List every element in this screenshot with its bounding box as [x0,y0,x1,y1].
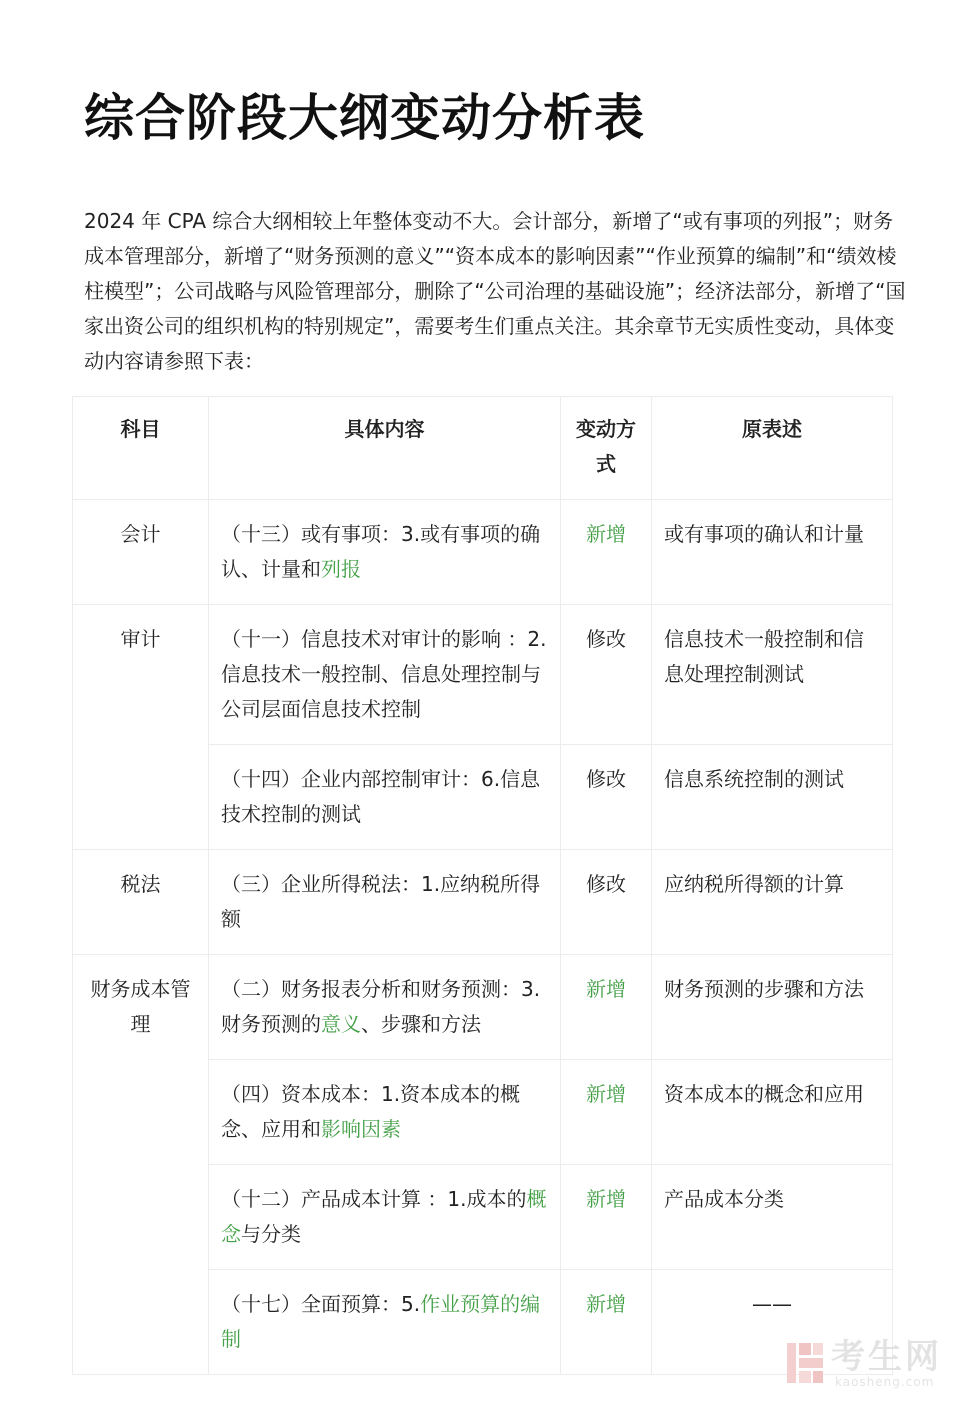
header-change: 变动方式 [561,397,652,500]
content-text: （二）财务报表分析和财务预测：3.财务预测的 [221,977,541,1036]
header-subject: 科目 [73,397,209,500]
subject-cell: 税法 [73,850,209,955]
content-text: （十七）全面预算：5. [221,1292,421,1316]
header-original: 原表述 [652,397,893,500]
content-added-text: 影响因素 [321,1117,401,1141]
change-type-cell: 新增 [561,1165,652,1270]
watermark-domain: kaosheng.com [835,1375,935,1389]
original-cell: —— [652,1270,893,1375]
watermark [785,1337,955,1393]
change-type-cell: 新增 [561,500,652,605]
content-text: （十二）产品成本计算 ：1.成本的 [221,1187,527,1211]
change-type-cell: 新增 [561,1270,652,1375]
original-cell: 资本成本的概念和应用 [652,1060,893,1165]
content-text: （四）资本成本：1.资本成本的概念、应用和 [221,1082,521,1141]
content-text: （十四）企业内部控制审计：6.信息技术控制的测试 [221,767,541,826]
change-analysis-table [72,396,893,1375]
original-cell: 财务预测的步骤和方法 [652,955,893,1060]
content-text: （三）企业所得税法：1.应纳税所得额 [221,872,541,931]
content-cell [209,1165,561,1270]
table-row [73,605,893,745]
change-type-cell: 修改 [561,605,652,745]
table-row [73,850,893,955]
original-cell: 信息技术一般控制和信息处理控制测试 [652,605,893,745]
table-row [73,955,893,1060]
subject-cell: 财务成本管理 [73,955,209,1375]
content-added-text: 作业预算的编制 [221,1292,541,1351]
table-header-row [73,397,893,500]
watermark-name: 考生网 [831,1337,942,1377]
original-cell: 信息系统控制的测试 [652,745,893,850]
content-cell [209,955,561,1060]
content-cell [209,605,561,745]
change-type-cell: 新增 [561,1060,652,1165]
header-content: 具体内容 [209,397,561,500]
original-cell: 或有事项的确认和计量 [652,500,893,605]
subject-cell: 会计 [73,500,209,605]
content-added-text: 概念 [221,1187,547,1246]
subject-cell: 审计 [73,605,209,850]
change-type-cell: 新增 [561,955,652,1060]
content-added-text: 列报 [321,557,361,581]
content-cell [209,745,561,850]
content-cell [209,1270,561,1375]
content-cell [209,500,561,605]
content-added-text: 意义 [321,1012,361,1036]
content-tail-text: 、步骤和方法 [361,1012,481,1036]
content-tail-text: 与分类 [241,1222,301,1246]
content-cell [209,850,561,955]
intro-paragraph: 2024 年 CPA 综合大纲相较上年整体变动不大。会计部分，新增了“或有事项的列报”；财务成本管理部分，新增了“财务预测的意义”“资本成本的影响因素”“作业预算的编制”和“绩效棱柱模型”；公司战略与风险管理部分，删除了“公司治理的基础设施”；经济法部分，新增了“国家出资公司的组织机构的特别规定”，需要考生们重点关注。其余章节无实质性变动，具体变动内容请参照下表： [84,209,906,373]
table-row [73,500,893,605]
change-type-cell: 修改 [561,850,652,955]
content-text: （十一）信息技术对审计的影响 ：2.信息技术一般控制、信息处理控制与公司层面信息技术控制 [221,627,547,721]
original-cell: 应纳税所得额的计算 [652,850,893,955]
change-type-cell: 修改 [561,745,652,850]
kaosheng-logo-icon [785,1341,825,1385]
content-text: （十三）或有事项：3.或有事项的确认、计量和 [221,522,541,581]
original-cell: 产品成本分类 [652,1165,893,1270]
page-title: 综合阶段大纲变动分析表 [84,89,645,147]
content-cell [209,1060,561,1165]
